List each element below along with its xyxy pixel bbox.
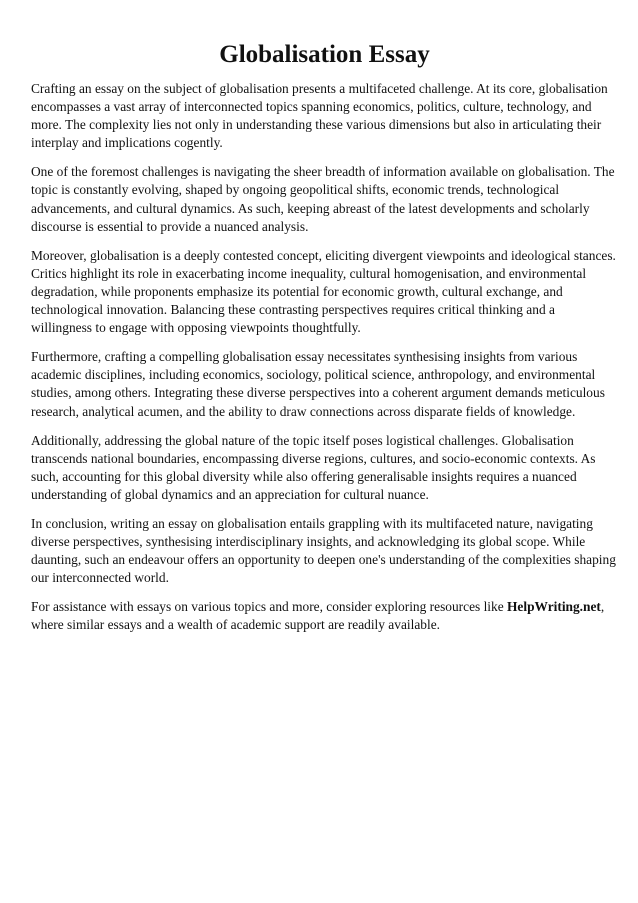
closing-text-before: For assistance with essays on various topics and more, consider exploring resources like <box>31 599 508 615</box>
paragraph-closing <box>31 598 618 634</box>
document-page <box>31 40 618 646</box>
document-title: Globalisation Essay <box>219 41 430 68</box>
paragraph-contested: Moreover, globalisation is a deeply contested concept, eliciting divergent viewpoints and ideological stances. Critics highlight its role in exacerbating income inequality, cultural homogenisation, and environmental degradation, while proponents emphasize its potential for economic growth, cultural exchange, and technological innovation. Balancing these contrasting perspectives requires critical thinking and a willingness to engage with opposing viewpoints thoughtfully. <box>31 247 616 336</box>
helpwriting-link-text: HelpWriting.net <box>507 599 601 615</box>
paragraph-global-nature: Additionally, addressing the global nature of the topic itself poses logistical challenges. Globalisation transcends national boundaries, encompassing diverse regions, cultures, and socio-economic contexts. As such, accounting for this global diversity while also offering generalisable insights requires a nuanced understanding of global dynamics and an appreciation for cultural nuance. <box>31 432 596 502</box>
closing-text-after: , where similar essays and a wealth of academic support are readily available. <box>31 599 605 633</box>
paragraph-breadth: One of the foremost challenges is navigating the sheer breadth of information available on globalisation. The topic is constantly evolving, shaped by ongoing geopolitical shifts, economic trends, technological advancements, and cultural dynamics. As such, keeping abreast of the latest developments and scholarly discourse is essential to provide a nuanced analysis. <box>31 164 615 234</box>
paragraph-intro: Crafting an essay on the subject of globalisation presents a multifaceted challenge. At its core, globalisation encompasses a vast array of interconnected topics spanning economics, politics, culture, technology, and more. The complexity lies not only in understanding these various dimensions but also in articulating their interplay and implications cogently. <box>31 81 608 151</box>
paragraph-disciplines: Furthermore, crafting a compelling globalisation essay necessitates synthesising insights from various academic disciplines, including economics, sociology, political science, anthropology, and environmental studies, among others. Integrating these diverse perspectives into a coherent argument demands meticulous research, analytical acumen, and the ability to draw connections across disparate fields of knowledge. <box>31 349 605 419</box>
paragraph-conclusion: In conclusion, writing an essay on globalisation entails grappling with its multifaceted nature, navigating diverse perspectives, synthesising interdisciplinary insights, and acknowledging its global scope. While daunting, such an endeavour offers an opportunity to deepen one's understanding of the complexities shaping our interconnected world. <box>31 515 616 586</box>
